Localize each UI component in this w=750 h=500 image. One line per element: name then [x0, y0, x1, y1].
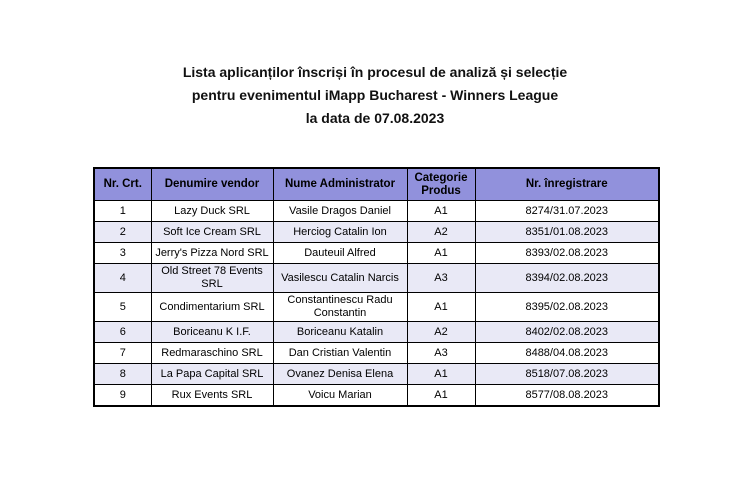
- cell-nr-crt: 3: [94, 243, 151, 264]
- table-row: [94, 343, 659, 364]
- cell-nr-crt: 5: [94, 293, 151, 322]
- cell-registration: 8394/02.08.2023: [475, 264, 659, 293]
- cell-vendor: Condimentarium SRL: [151, 293, 273, 322]
- cell-admin: Dan Cristian Valentin: [273, 343, 407, 364]
- cell-vendor: Jerry's Pizza Nord SRL: [151, 243, 273, 264]
- cell-category: A2: [407, 322, 475, 343]
- cell-registration: 8274/31.07.2023: [475, 201, 659, 222]
- cell-category: A1: [407, 201, 475, 222]
- cell-vendor: Boriceanu K I.F.: [151, 322, 273, 343]
- cell-registration: 8577/08.08.2023: [475, 385, 659, 407]
- cell-nr-crt: 7: [94, 343, 151, 364]
- col-header-vendor: Denumire vendor: [151, 168, 273, 201]
- cell-vendor: Soft Ice Cream SRL: [151, 222, 273, 243]
- cell-registration: 8402/02.08.2023: [475, 322, 659, 343]
- table-row: [94, 201, 659, 222]
- cell-nr-crt: 4: [94, 264, 151, 293]
- cell-category: A1: [407, 293, 475, 322]
- table-row: [94, 264, 659, 293]
- cell-category: A1: [407, 364, 475, 385]
- cell-nr-crt: 6: [94, 322, 151, 343]
- cell-category: A3: [407, 343, 475, 364]
- cell-category: A3: [407, 264, 475, 293]
- cell-admin: Ovanez Denisa Elena: [273, 364, 407, 385]
- col-header-category: Categorie Produs: [407, 168, 475, 201]
- cell-vendor: Old Street 78 Events SRL: [151, 264, 273, 293]
- cell-vendor: La Papa Capital SRL: [151, 364, 273, 385]
- page-title: [0, 61, 750, 130]
- col-header-admin: Nume Administrator: [273, 168, 407, 201]
- cell-category: A1: [407, 243, 475, 264]
- col-header-nr-crt: Nr. Crt.: [94, 168, 151, 201]
- cell-vendor: Rux Events SRL: [151, 385, 273, 407]
- title-line-2: pentru evenimentul iMapp Bucharest - Winners League: [191, 87, 559, 103]
- applicants-table: [93, 167, 660, 407]
- table-row: [94, 293, 659, 322]
- table-row: [94, 364, 659, 385]
- cell-registration: 8395/02.08.2023: [475, 293, 659, 322]
- cell-nr-crt: 9: [94, 385, 151, 407]
- table-row: [94, 322, 659, 343]
- cell-vendor: Lazy Duck SRL: [151, 201, 273, 222]
- cell-category: A1: [407, 385, 475, 407]
- cell-registration: 8518/07.08.2023: [475, 364, 659, 385]
- col-header-registration: Nr. înregistrare: [475, 168, 659, 201]
- cell-admin: Constantinescu Radu Constantin: [273, 293, 407, 322]
- table-row: [94, 243, 659, 264]
- cell-admin: Dauteuil Alfred: [273, 243, 407, 264]
- title-line-3: la data de 07.08.2023: [305, 110, 445, 126]
- cell-admin: Herciog Catalin Ion: [273, 222, 407, 243]
- cell-nr-crt: 2: [94, 222, 151, 243]
- cell-admin: Boriceanu Katalin: [273, 322, 407, 343]
- cell-admin: Vasile Dragos Daniel: [273, 201, 407, 222]
- cell-registration: 8351/01.08.2023: [475, 222, 659, 243]
- cell-vendor: Redmaraschino SRL: [151, 343, 273, 364]
- table-header-row: [94, 168, 659, 201]
- table-row: [94, 385, 659, 407]
- cell-registration: 8393/02.08.2023: [475, 243, 659, 264]
- cell-nr-crt: 8: [94, 364, 151, 385]
- cell-admin: Voicu Marian: [273, 385, 407, 407]
- table-row: [94, 222, 659, 243]
- cell-admin: Vasilescu Catalin Narcis: [273, 264, 407, 293]
- title-line-1: Lista aplicanților înscriși în procesul de analiză și selecție: [182, 64, 568, 80]
- cell-category: A2: [407, 222, 475, 243]
- cell-registration: 8488/04.08.2023: [475, 343, 659, 364]
- cell-nr-crt: 1: [94, 201, 151, 222]
